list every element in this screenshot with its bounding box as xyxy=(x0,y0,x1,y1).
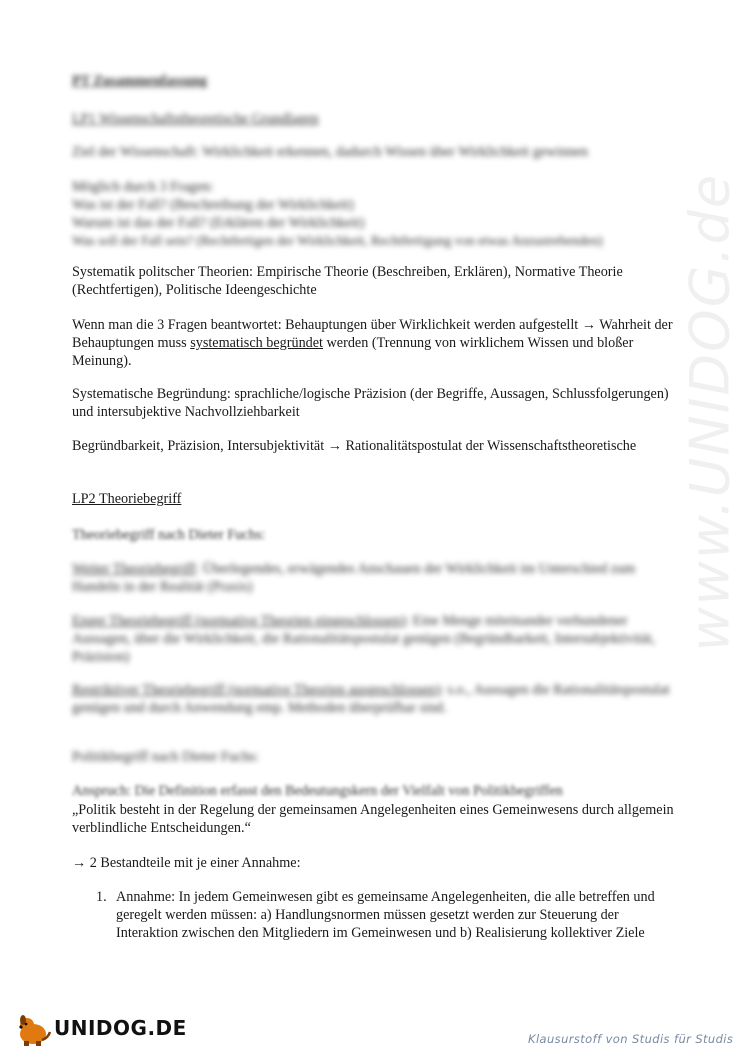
wenn-text-a: Wenn man die 3 Fragen beantwortet: Behauptungen über Wirklichkeit werden aufgestellt → Wahrheit der Behauptungen muss xyxy=(72,317,673,351)
frage-2: Warum ist das der Fall? (Erklären der Wirklichkeit) xyxy=(72,215,365,231)
restriktiver-theoriebegriff xyxy=(72,681,682,717)
footer-tagline: Klausurstoff von Studis für Studis xyxy=(528,1032,734,1046)
weiter-theoriebegriff xyxy=(72,560,682,596)
wenn-paragraph xyxy=(72,316,682,370)
systematisch-begruendet: systematisch begründet xyxy=(190,335,323,351)
annahme-1-text: Annahme: In jedem Gemeinwesen gibt es gemeinsame Angelegenheiten, die alle betreffen und geregelt werden müssen: a) Handlungsnormen müssen gesetzt werden zur Steuerung der Interaktion zwischen den Mitgliedern im Gemeinwesen und b) Realisierung kollektiver Ziele xyxy=(116,889,655,941)
fragen-intro: Möglich durch 3 Fragen: xyxy=(72,179,214,195)
dog-icon xyxy=(14,1010,52,1048)
lp1-title: LP1 Wissenschaftstheoretische Grundlagen xyxy=(72,111,319,127)
lp2-title: LP2 Theoriebegriff xyxy=(72,491,182,507)
restr-text: : s.o., Aussagen die Rationalitätspostulat genügen und durch Anwendung emp. Methoden überprüfbar sind. xyxy=(72,682,670,716)
wenn-text-b: werden (Trennung von wirklichem Wissen und bloßer Meinung). xyxy=(72,335,634,369)
enger-theoriebegriff xyxy=(72,612,682,666)
list-number: 1. xyxy=(96,889,107,905)
logo-text: UNIDOG.DE xyxy=(54,1016,187,1040)
annahme-list-item xyxy=(96,888,676,942)
frage-1: Was ist der Fall? (Beschreibung der Wirklichkeit) xyxy=(72,197,354,213)
begruendung-paragraph: Systematische Begründung: sprachliche/logische Präzision (der Begriffe, Aussagen, Schlussfolgerungen) und intersubjektive Nachvollziehbarkeit xyxy=(72,386,669,420)
watermark: www.UNIDOG.de xyxy=(678,172,742,652)
restr-term: Restriktiver Theoriebegriff (normative Theorien ausgeschlossen) xyxy=(72,682,440,698)
systematik-paragraph: Systematik politscher Theorien: Empirische Theorie (Beschreiben, Erklären), Normative Theorie (Rechtfertigen), Politische Ideengeschichte xyxy=(72,264,623,298)
bestandteile-line: → 2 Bestandteile mit je einer Annahme: xyxy=(72,855,301,871)
doc-heading: PT Zusammenfassung xyxy=(72,73,207,89)
anspruch-line: Anspruch: Die Definition erfasst den Bedeutungskern der Vielfalt von Politikbegriffen xyxy=(72,783,563,799)
fragen-block xyxy=(72,178,682,250)
weiter-term: Weiter Theoriebegriff xyxy=(72,561,196,577)
postulat-paragraph: Begründbarkeit, Präzision, Intersubjektivität → Rationalitätspostulat der Wissenschaftstheoretische xyxy=(72,438,637,454)
enger-term: Enger Theoriebegriff (normative Theorien eingeschlossen) xyxy=(72,613,406,629)
frage-3: Was soll der Fall sein? (Rechtfertigen der Wirklichkeit, Rechtfertigung von etwas Anzustrebenden) xyxy=(72,233,603,248)
fuchs-intro: Theoriebegriff nach Dieter Fuchs: xyxy=(72,527,266,543)
politik-intro: Politikbegriff nach Dieter Fuchs: xyxy=(72,749,259,765)
unidog-logo xyxy=(14,1010,187,1050)
weiter-text: : Überlegendes, erwägendes Anschauen der Wirklichkeit im Unterschied zum Handeln in der Realität (Praxis) xyxy=(72,561,636,595)
ziel-paragraph: Ziel der Wissenschaft: Wirklichkeit erkennen, dadurch Wissen über Wirklichkeit gewinnen xyxy=(72,144,588,160)
politik-zitat: „Politik besteht in der Regelung der gemeinsamen Angelegenheiten eines Gemeinwesens durch allgemein verblindliche Entscheidungen.“ xyxy=(72,802,674,836)
enger-text: : Eine Menge miteinander verbundener Aussagen, über die Wirklichkeit, die Rationalitätspostulat genügen (Begründbarkeit, Intersubjektivität, Präzision) xyxy=(72,613,656,665)
